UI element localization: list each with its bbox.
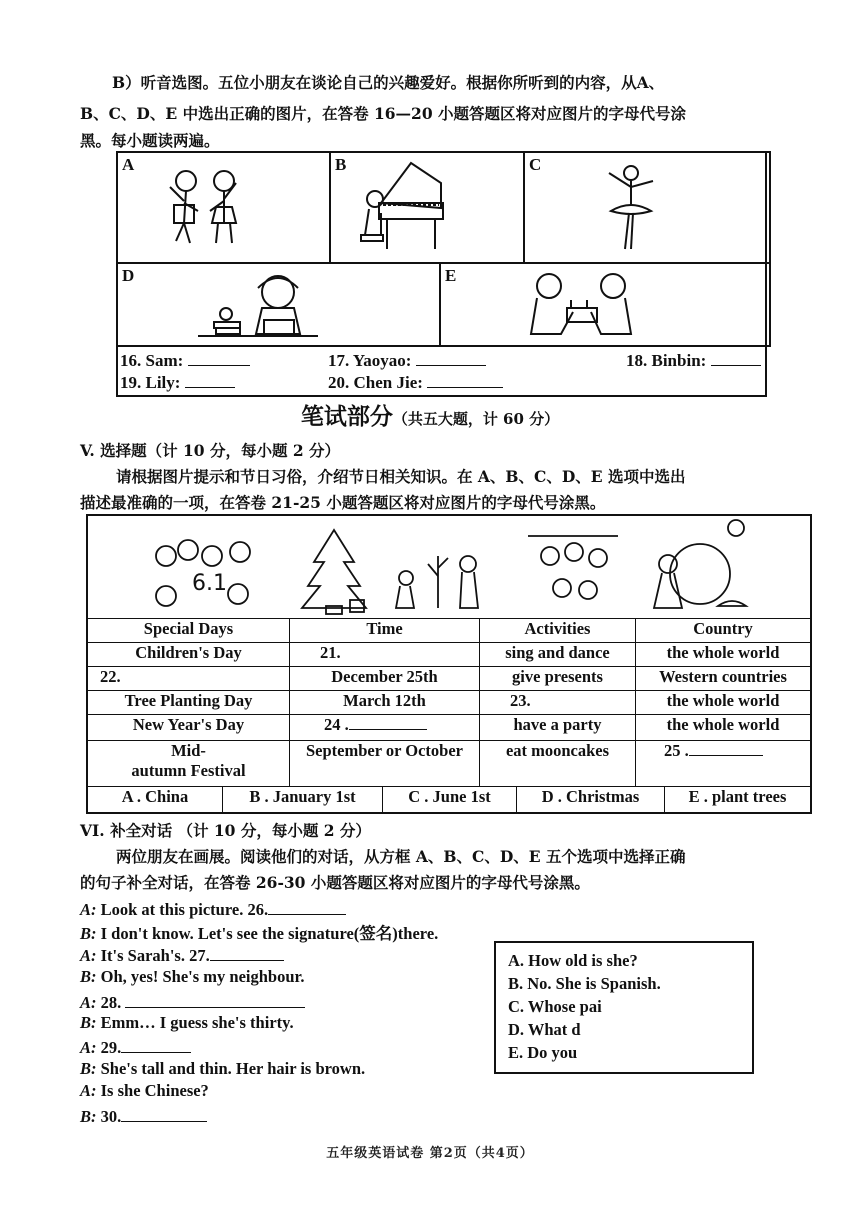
- header-activities: Activities: [479, 618, 635, 642]
- dialogue-option: C. Whose pai: [508, 997, 602, 1016]
- option-cell: E . plant trees: [664, 786, 810, 812]
- dialogue-line: A: Is she Chinese?: [80, 1081, 209, 1100]
- dialogue-line: B: 30.: [80, 1105, 207, 1127]
- dialogue-option: B. No. She is Spanish.: [508, 974, 661, 993]
- table-cell: the whole world: [635, 714, 810, 740]
- picture-grid: [116, 151, 767, 397]
- festival-table: [86, 514, 812, 814]
- answer-19: 19. Lily:: [120, 371, 235, 393]
- dancing-kids-icon: [118, 153, 333, 266]
- chess-players-icon: [441, 264, 773, 349]
- dialogue-line: A: 28.: [80, 991, 305, 1013]
- festival-pictures-icon: [88, 516, 810, 618]
- header-time: Time: [289, 618, 479, 642]
- option-cell: A . China: [88, 786, 222, 812]
- table-cell: the whole world: [635, 642, 810, 666]
- table-cell: 24 .: [289, 714, 479, 740]
- table-cell: March 12th: [289, 690, 479, 714]
- table-cell: Western countries: [635, 666, 810, 690]
- page-footer: 五年级英语试卷 第2页（共4页）: [326, 1146, 534, 1161]
- section-b-line2: B、C、D、E 中选出正确的图片，在答卷 16—20 小题答题区将对应图片的字母代号涂: [80, 104, 687, 123]
- section-vi-heading: VI. 补全对话 （计 10 分，每小题 2 分）: [80, 821, 371, 840]
- table-cell: 22.: [88, 666, 289, 690]
- answer-18: 18. Binbin:: [626, 349, 761, 371]
- picture-c: [523, 151, 771, 264]
- table-cell: Tree Planting Day: [88, 690, 289, 714]
- dialogue-line: B: Oh, yes! She's my neighbour.: [80, 967, 305, 986]
- option-cell: B . January 1st: [222, 786, 382, 812]
- table-cell: New Year's Day: [88, 714, 289, 740]
- picture-b: [329, 151, 525, 264]
- table-cell: December 25th: [289, 666, 479, 690]
- table-cell: 21.: [289, 642, 479, 666]
- section-vi-line1: 两位朋友在画展。阅读他们的对话，从方框 A、B、C、D、E 五个选项中选择正确: [116, 847, 686, 866]
- option-cell: C . June 1st: [382, 786, 516, 812]
- dialogue-option: D. What d: [508, 1020, 581, 1039]
- dialogue-line: B: Emm… I guess she's thirty.: [80, 1013, 294, 1032]
- table-cell: the whole world: [635, 690, 810, 714]
- table-cell: have a party: [479, 714, 635, 740]
- picture-letter: C: [529, 155, 542, 174]
- dialogue-option: E. Do you: [508, 1043, 578, 1062]
- section-v-line1: 请根据图片提示和节日习俗，介绍节日相关知识。在 A、B、C、D、E 选项中选出: [116, 467, 686, 486]
- option-cell: D . Christmas: [516, 786, 664, 812]
- table-cell: Children's Day: [88, 642, 289, 666]
- written-part-title: 笔试部分（共五大题，计 60 分）: [300, 403, 560, 430]
- picture-letter: E: [445, 266, 457, 285]
- dialogue-line: A: It's Sarah's. 27.: [80, 944, 284, 966]
- table-cell: sing and dance: [479, 642, 635, 666]
- header-special-days: Special Days: [88, 618, 289, 642]
- table-cell: 23.: [479, 690, 635, 714]
- reading-girl-icon: [118, 264, 443, 349]
- section-b-line1: B）听音选图。五位小朋友在谈论自己的兴趣爱好。根据你所听到的内容，从A、: [112, 73, 665, 92]
- dialogue-line: A: Look at this picture. 26.: [80, 898, 346, 920]
- section-v-line2: 描述最准确的一项，在答卷 21-25 小题答题区将对应图片的字母代号涂黑。: [80, 493, 606, 512]
- picture-letter: D: [122, 266, 135, 285]
- header-country: Country: [635, 618, 810, 642]
- dialogue-line: B: She's tall and thin. Her hair is brown.: [80, 1059, 366, 1078]
- answer-16: 16. Sam:: [120, 349, 250, 371]
- ballet-dancer-icon: [525, 153, 773, 266]
- dialogue-option: A. How old is she?: [508, 951, 638, 970]
- picture-letter: B: [335, 155, 347, 174]
- table-cell: Mid- autumn Festival: [88, 740, 289, 786]
- answer-17: 17. Yaoyao:: [328, 349, 486, 371]
- section-b-line3: 黑。每小题读两遍。: [80, 131, 220, 150]
- answer-20: 20. Chen Jie:: [328, 371, 503, 393]
- table-cell: 25 .: [635, 740, 810, 786]
- dialogue-options-box: [494, 941, 754, 1074]
- picture-e: [439, 262, 771, 347]
- dialogue-line: A: 29.: [80, 1036, 191, 1058]
- table-cell: eat mooncakes: [479, 740, 635, 786]
- picture-letter: A: [122, 155, 135, 174]
- piano-icon: [331, 153, 527, 266]
- section-vi-line2: 的句子补全对话，在答卷 26-30 小题答题区将对应图片的字母代号涂黑。: [80, 873, 590, 892]
- picture-a: [116, 151, 331, 264]
- table-cell: September or October: [289, 740, 479, 786]
- dialogue-line: B: I don't know. Let's see the signature(签名)there.: [80, 924, 439, 943]
- table-cell: give presents: [479, 666, 635, 690]
- section-v-heading: V. 选择题（计 10 分，每小题 2 分）: [80, 441, 341, 460]
- picture-d: [116, 262, 441, 347]
- svg-text:6.1: 6.1: [192, 571, 227, 596]
